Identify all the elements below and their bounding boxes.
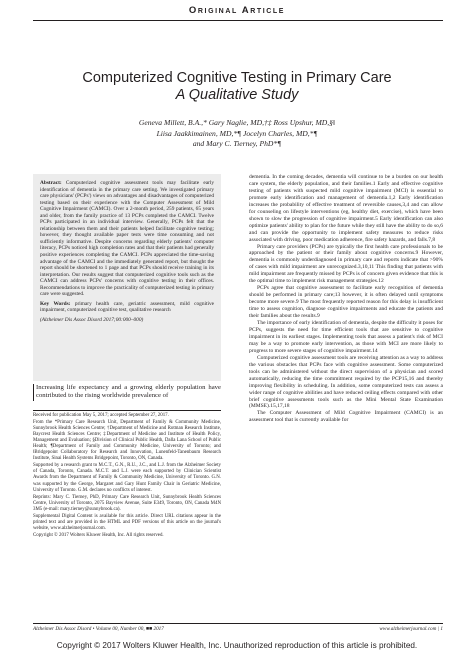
footnotes (33, 410, 221, 620)
footnote: Reprints: Mary C. Tierney, PhD, Primary Care Research Unit, Sunnybrook Health Sciences Centre, University of Toronto, 2075 Bayview Avenue, Suite E349, Toronto, ON, Canada M4N 3M5 (e-mail: mary.tierney@sunnybrook.ca). (33, 494, 221, 512)
author-line: Liisa Jaakkimainen, MD,*¶ Jocelyn Charles, MD,*¶ (156, 128, 318, 138)
keywords-text: primary health care, geriatric assessment, mild cognitive impairment, computerized cognitive test, qualitative research (40, 300, 214, 314)
author-line: and Mary C. Tierney, PhD*¶ (192, 139, 282, 148)
footer-rule (33, 623, 443, 624)
body-paragraph: PCPs agree that cognitive assessment to facilitate early recognition of dementia should be performed in primary care;13 however, it is often delayed until symptoms become more severe.9 The most frequently reported reason for this delay is insufficient time to assess cognition, diagnose cognitive impairments and educate the patients and their families about the results.9 (249, 285, 443, 320)
intro-text: Increasing life expectancy and a growing elderly population have contributed to the rising worldwide prevalence of (33, 384, 221, 401)
journal-issue: Alzheimer Dis Assoc Disord • Volume 00, Number 00, ■■ 2017 (33, 626, 164, 632)
journal-citation: (Alzheimer Dis Assoc Disord 2017;00:000–000) (40, 316, 144, 323)
body-paragraph: dementia. In the coming decades, dementia will continue to be a burden on our health care system, the elderly population, and their families.1 Early and effective cognitive testing of patients with suspected mild cognitive impairment (MCI) is essential to promote early identification and management of dementia.1,2 Early identification increases the probability of effective treatment of reversible causes,3,4 and can allow for counseling on lifestyle interventions (eg, healthy diet, exercise), which have been shown to slow the progression of cognitive impairment.5 Early identification can also optimize patients' ability to plan for the future while they still have the ability to do so,6 and can provide the opportunity to implement safety measures to reduce risks associated with driving, poor medication adherence, fire safety hazards, and falls.7,8 (249, 174, 443, 243)
header-rule (33, 20, 443, 21)
abstract-label: Abstract: (40, 180, 62, 186)
article-title: Computerized Cognitive Testing in Primary Care (82, 70, 392, 86)
author-list (0, 118, 474, 150)
footnote: Supplemental Digital Content is available for this article. Direct URL citations appear in the printed text and are provided in the HTML and PDF versions of this article on the journal's website, www.alzheimerjournal.com. (33, 513, 221, 531)
abstract-box (33, 174, 221, 381)
body-paragraph: The Computer Assessment of Mild Cognitive Impairment (CAMCI) is an assessment tool that is currently available for (249, 410, 443, 424)
abstract-paragraph (40, 180, 214, 298)
keywords (40, 301, 214, 314)
body-paragraph: Primary care providers (PCPs) are typically the first health care professionals to be approached by the patient or their family about cognitive concerns.9 However, dementia is commonly underdiagnosed in primary care and reports indicate that >90% of cases with mild impairment are unrecognized.3,10,11 This finding that patients with mild impairment are frequently missed by PCPs is of concern given evidence that this is the optimal time to implement risk management strategies.12 (249, 243, 443, 285)
section-label: Original Article (188, 5, 286, 16)
keywords-label: Key Words: (40, 300, 71, 307)
footnote: Copyright © 2017 Wolters Kluwer Health, Inc. All rights reserved. (33, 532, 164, 538)
footnote-separator (33, 410, 221, 411)
abstract-text: Computerized cognitive assessment tools may facilitate early identification of dementia in the primary care setting. We investigated primary care physicians' (PCPs') views on advantages and disadvantages of computerized testing based on their experience with the Computer Assessment of Mild Cognitive Impairment (CAMCI). Over a 2-month period, 259 patients, 65 years and older, from the family practice of 13 PCPs completed the CAMCI. Twelve PCPs participated in an individual interview. Generally, PCPs felt that the relationship between them and their patients helped facilitate cognitive testing; however, they thought available paper tests were time consuming and not sufficiently informative. Despite concerns regarding elderly patients' computer literacy, PCPs noticed high completion rates and that their patients had generally positive experiences completing the CAMCI. PCPs appreciated the time-saving advantage of the CAMCI and the immediately generated report, but thought the report should be shortened to 1 page and that PCPs should receive training in its interpretation. Our results suggest that computerized cognitive tools such as the CAMCI can address PCPs' concerns with cognitive testing in their offices. Recommendations to improve the practicality of computerized testing in primary care were suggested. (40, 180, 214, 298)
article-subtitle: A Qualitative Study (175, 87, 299, 103)
journal-url-page: www.alzheimerjournal.com | 1 (379, 626, 443, 632)
author-line: Geneva Millett, B.A.,* Gary Naglie, MD,†‡ Ross Upshur, MD,§‖ (138, 118, 336, 127)
body-paragraph: The importance of early identification of dementia, despite the difficulty it poses for PCPs, suggests the need for time efficient tools that are sensitive to cognitive impairment in its earliest stages. Implementing tools that assess a patient's risk of MCI may be a way to promote early intervention, as those with MCI are more likely to progress to more severe stages of cognitive impairment.14 (249, 320, 443, 354)
footnote: Received for publication May 5, 2017; accepted September 27, 2017. (33, 413, 169, 418)
copyright-notice: Copyright © 2017 Wolters Kluwer Health, Inc. Unauthorized reproduction of this article is prohibited. (56, 641, 418, 650)
footnote: Supported by a research grant to M.C.T., G.N., R.U., J.C., and L.J. from the Alzheimer Society of Canada, Toronto, Canada. M.C.T. and L.J. were each supported by Clinician Scientist Awards from the Department of Family & Community Medicine, University of Toronto. G.N. was supported by the George, Margaret and Gary Hunt Family Chair in Geriatric Medicine, University of Toronto. G.M. declares no conflicts of interest. (33, 463, 221, 493)
body-paragraph: Computerized cognitive assessment tools are receiving attention as a way to address the various obstacles that PCPs face with cognitive assessment. Some computerized tools can be administered without the direct supervision of a physician and scored automatically, reducing the time commitment required by the PCP15,16 and thereby improving flexibility in scheduling. In addition, some computerized tests can assess a wider range of cognitive abilities and have reduced ceiling effects compared with other brief cognitive assessments tools such as the Mini Mental State Examination (MMSE).15,17,18 (249, 354, 443, 410)
body-column (249, 174, 443, 622)
article-title-block (0, 70, 474, 104)
footnote: From the *Primary Care Research Unit, Department of Family & Community Medicine, Sunnybrook Health Sciences Centre; †Department of Medicine and Rotman Research Institute, Baycrest Health Sciences Centre; ‡Department of Medicine and Institute of Health Policy, Management and Evaluation; §Division of Clinical Public Health, Dalla Lana School of Public Health; ¶Department of Family and Community Medicine, University of Toronto; and ‖Bridgepoint Collaboratory for Research and Innovation, Lunenfeld-Tanenbaum Research Institute, Sinai Health Systems Bridgepoint, Toronto, ON, Canada. (33, 420, 221, 462)
